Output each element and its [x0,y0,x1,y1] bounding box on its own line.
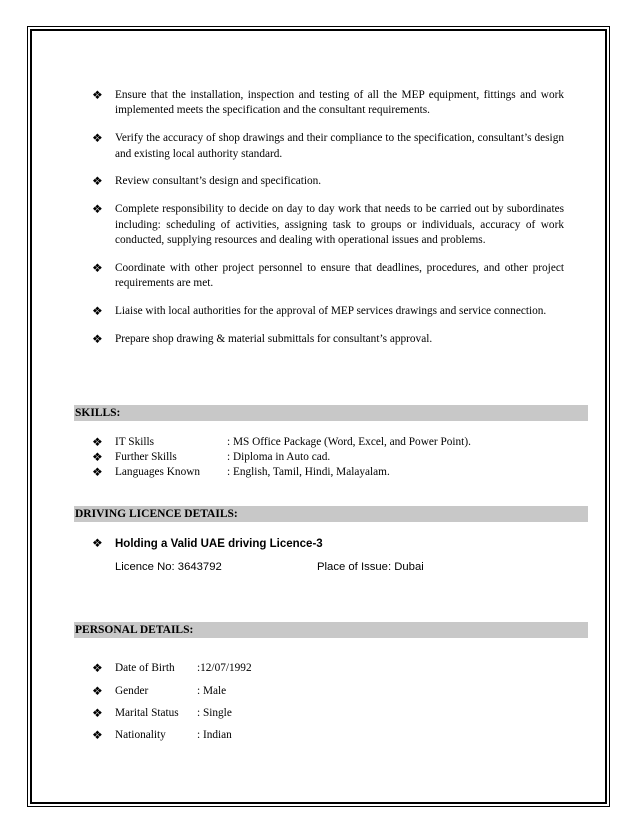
diamond-bullet-icon: ❖ [92,202,103,217]
diamond-bullet-icon: ❖ [92,331,103,346]
personal-heading: PERSONAL DETAILS: [74,622,588,638]
responsibilities-list [92,88,564,360]
diamond-bullet-icon: ❖ [92,536,103,550]
licence-heading: DRIVING LICENCE DETAILS: [74,506,588,522]
skill-row: ❖ IT Skills : MS Office Package (Word, Excel, and Power Point). [92,435,471,449]
personal-row: ❖ Gender : Male [92,684,227,698]
list-item: ❖ Verify the accuracy of shop drawings and their compliance to the specification, consultant’s design and existing local authority standard. [92,131,564,160]
personal-row: ❖ Nationality : Indian [92,728,232,742]
diamond-bullet-icon: ❖ [92,706,103,720]
list-item: ❖ Prepare shop drawing & material submittals for consultant’s approval. [92,331,433,346]
diamond-bullet-icon: ❖ [92,465,103,479]
licence-place: Place of Issue: Dubai [317,561,424,573]
diamond-bullet-icon: ❖ [92,260,103,275]
diamond-bullet-icon: ❖ [92,661,103,675]
list-item: ❖ Coordinate with other project personnel to ensure that deadlines, procedures, and other project requirements are met. [92,260,564,290]
diamond-bullet-icon: ❖ [92,174,103,189]
list-item: ❖ Review consultant’s design and specification. [92,174,322,189]
diamond-bullet-icon: ❖ [92,131,103,146]
skill-row: ❖ Languages Known : English, Tamil, Hindi, Malayalam. [92,465,390,479]
skill-row: ❖ Further Skills : Diploma in Auto cad. [92,450,331,464]
personal-row: ❖ Date of Birth :12/07/1992 [92,661,252,675]
personal-row: ❖ Marital Status : Single [92,706,232,720]
licence-number: Licence No: 3643792 [115,561,222,573]
diamond-bullet-icon: ❖ [92,88,103,102]
diamond-bullet-icon: ❖ [92,684,103,698]
diamond-bullet-icon: ❖ [92,304,103,319]
list-item: ❖ Complete responsibility to decide on day to day work that needs to be carried out by subordinates including: scheduling of activities, assigning task to groups or individuals, accuracy of work conducted, supplying resources and dealing with operational issues and problems. [92,202,564,247]
diamond-bullet-icon: ❖ [92,435,103,449]
diamond-bullet-icon: ❖ [92,450,103,464]
list-item: ❖ Ensure that the installation, inspection and testing of all the MEP equipment, fittings and work implemented meets the specification and the consultant requirements. [92,88,564,117]
list-item: ❖ Liaise with local authorities for the approval of MEP services drawings and service connection. [92,304,547,319]
diamond-bullet-icon: ❖ [92,728,103,742]
licence-title: ❖ Holding a Valid UAE driving Licence-3 [92,536,323,550]
skills-heading: SKILLS: [74,405,588,421]
